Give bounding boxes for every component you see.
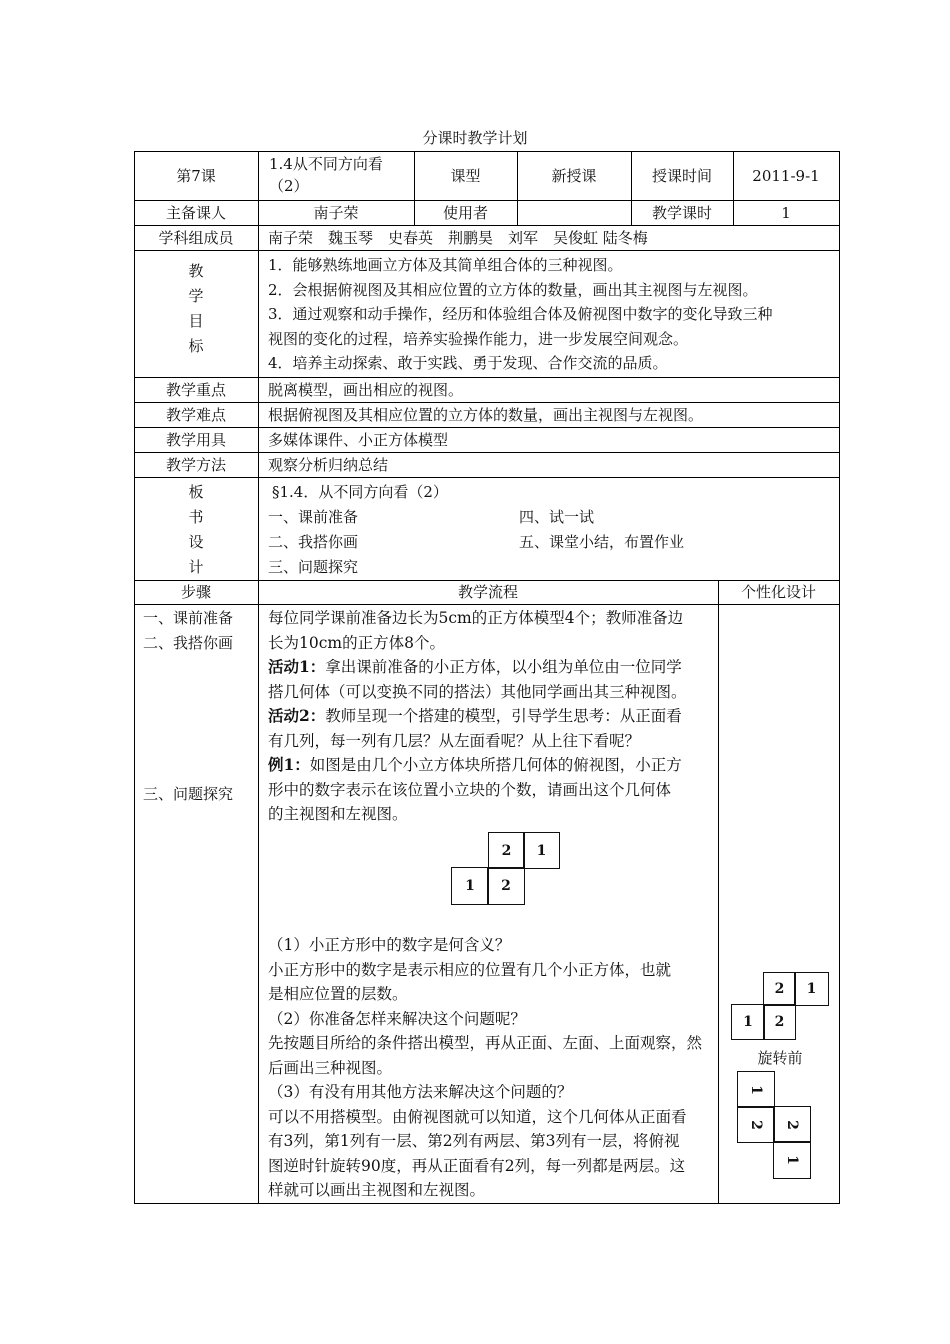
objective-item: 1．能够熟练地画立方体及其简单组合体的三种视图。 bbox=[268, 256, 623, 274]
board-item: 三、问题探究 bbox=[268, 558, 359, 576]
objectives-list bbox=[268, 253, 838, 376]
document-title: 分课时教学计划 bbox=[422, 129, 528, 147]
before-rotation-figure bbox=[731, 972, 831, 1042]
figure-cell: 2 bbox=[763, 1004, 796, 1040]
figure-cell: 1 bbox=[794, 972, 829, 1006]
teaching-flow-qa: （1）小正方形中的数字是何含义？ 小正方形中的数字是表示相应的位置有几个小正方体，也就 是相应位置的层数。 （2）你准备怎样来解决这个问题呢？ 先按题目所给的条件搭出模型，再从正面、左面、上面观察，然 后画出三种视图。 （3）有没有用其他方法来解决这个问题的？ 可以不用搭模型。由俯视图就可以知道，这个几何体从正面看 有3列，第1列有一层、第2列有两层、第3列有一层，将俯视 图逆时针旋转90度，再从正面看有2列，每一列都是两层。这 样就可以画出主视图和左视图。 bbox=[268, 933, 718, 1203]
hours-label: 教学课时 bbox=[651, 203, 712, 222]
after-rotation-figure bbox=[737, 1071, 813, 1179]
key-points-value: 脱离模型，画出相应的视图。 bbox=[268, 380, 464, 399]
figure-cell: 1 bbox=[737, 1071, 775, 1108]
question: （3）有没有用其他方法来解决这个问题的？ bbox=[268, 1083, 573, 1101]
steps-header: 步骤 bbox=[180, 583, 211, 601]
user-value bbox=[517, 200, 631, 225]
methods-value: 观察分析归纳总结 bbox=[268, 455, 389, 474]
figure-cell: 1 bbox=[773, 1141, 811, 1179]
step-item: 二、我搭你画 bbox=[143, 634, 234, 652]
user-label: 使用者 bbox=[442, 203, 488, 222]
type-label: 课型 bbox=[450, 166, 481, 185]
step-item: 三、问题探究 bbox=[143, 785, 234, 803]
board-item: 四、试一试 bbox=[519, 508, 595, 526]
time-value: 2011-9-1 bbox=[752, 166, 820, 185]
board-item: 五、课堂小结，布置作业 bbox=[519, 533, 685, 551]
type-value: 新授课 bbox=[551, 166, 597, 185]
objective-item: 2．会根据俯视图及其相应位置的立方体的数量，画出其主视图与左视图。 bbox=[268, 280, 758, 299]
teaching-flow: 每位同学课前准备边长为5cm的正方体模型4个；教师准备边 长为10cm的正方体8个。 活动1：拿出课前准备的小正方体，以小组为单位由一位同学 搭几何体（可以变换不同的搭法）其他同学画出其三种视图。 活动2：教师呈现一个搭建的模型，引导学生思考：从正面看 有几列，每一列有几层？从左面看呢？从上往下看呢？ 例1：如图是由几个小立方体块所搭几何体的俯视图，小正方 形中的数字表示在该位置小立块的个数，请画出这个几何体 的主视图和左视图。 bbox=[268, 609, 687, 823]
members-value: 南子荣 魏玉琴 史春英 荆鹏昊 刘军 吴俊虹 陆冬梅 bbox=[268, 228, 648, 247]
key-points-label: 教学重点 bbox=[165, 380, 226, 399]
board-heading: §1.4．从不同方向看（2） bbox=[272, 483, 448, 501]
objectives-label: 教 学 目 标 bbox=[188, 262, 204, 355]
figure-cell: 2 bbox=[737, 1106, 775, 1143]
question: （2）你准备怎样来解决这个问题呢？ bbox=[268, 1009, 526, 1028]
methods-label: 教学方法 bbox=[165, 455, 226, 474]
lesson-title: 1.4从不同方向看 （2） bbox=[269, 155, 383, 195]
activity1-label: 活动1： bbox=[268, 657, 326, 676]
figure-cell: 1 bbox=[523, 832, 560, 869]
hours-value: 1 bbox=[781, 203, 791, 222]
figure-cell: 2 bbox=[487, 867, 525, 905]
flow-header: 教学流程 bbox=[457, 583, 518, 601]
board-item: 一、课前准备 bbox=[268, 508, 359, 526]
activity2-label: 活动2： bbox=[268, 706, 326, 725]
preparer-value: 南子荣 bbox=[313, 203, 359, 222]
tools-label: 教学用具 bbox=[165, 430, 226, 449]
difficulties-value: 根据俯视图及其相应位置的立方体的数量，画出主视图与左视图。 bbox=[268, 405, 704, 424]
before-rotation-caption: 旋转前 bbox=[757, 1049, 803, 1067]
board-right bbox=[519, 505, 819, 555]
objective-item: 3．通过观察和动手操作，经历和体验组合体及俯视图中数字的变化导致三种 bbox=[268, 305, 773, 323]
members-label: 学科组成员 bbox=[158, 228, 234, 247]
figure-cell: 2 bbox=[488, 832, 525, 869]
figure-cell: 2 bbox=[763, 972, 796, 1006]
step-item: 一、课前准备 bbox=[143, 609, 234, 627]
figure-cell: 1 bbox=[731, 1004, 765, 1040]
difficulties-label: 教学难点 bbox=[165, 405, 226, 424]
time-label: 授课时间 bbox=[651, 166, 712, 185]
objective-item: 4．培养主动探索、敢于实践、勇于发现、合作交流的品质。 bbox=[268, 354, 668, 372]
figure-cell: 1 bbox=[451, 867, 489, 905]
board-item: 二、我搭你画 bbox=[268, 533, 359, 551]
figure-cell: 2 bbox=[773, 1106, 811, 1143]
example-label: 例1： bbox=[268, 755, 310, 774]
question: （1）小正方形中的数字是何含义？ bbox=[268, 936, 511, 954]
lesson-number: 第7课 bbox=[176, 166, 216, 185]
tools-value: 多媒体课件、小正方体模型 bbox=[268, 430, 449, 449]
objective-item: 视图的变化的过程，培养实验操作能力，进一步发展空间观念。 bbox=[268, 329, 689, 348]
top-view-figure bbox=[451, 832, 563, 906]
personal-header: 个性化设计 bbox=[740, 583, 816, 601]
preparer-label: 主备课人 bbox=[165, 203, 226, 222]
board-label: 板 书 设 计 bbox=[188, 483, 204, 576]
